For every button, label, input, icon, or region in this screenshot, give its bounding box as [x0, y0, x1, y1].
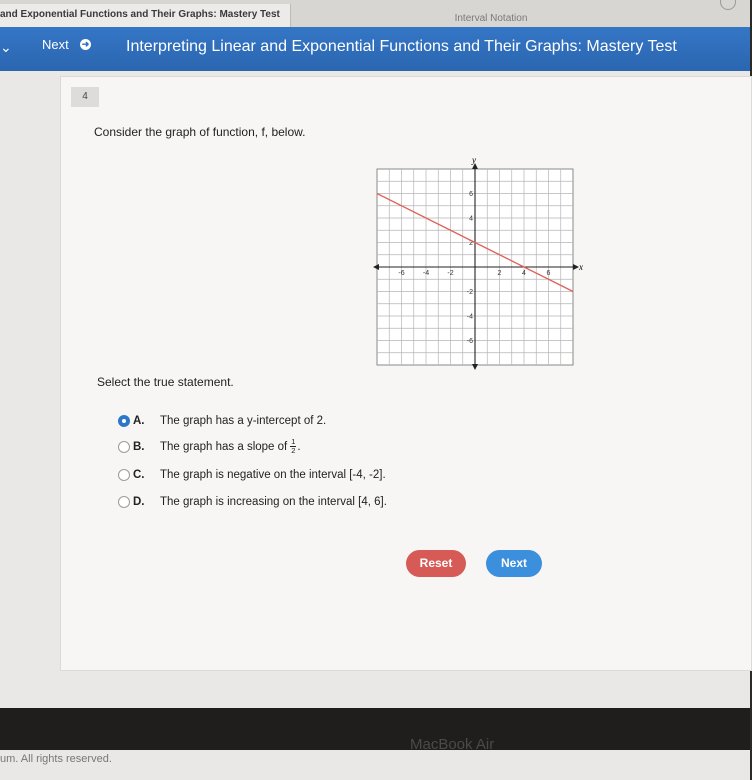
laptop-brand: MacBook Air	[410, 736, 495, 753]
browser-tab-bar	[0, 0, 750, 28]
choice-text-wrap	[160, 438, 301, 456]
y-tick-label: 6	[469, 191, 473, 198]
laptop-bezel	[0, 708, 750, 753]
choice-letter: A.	[133, 415, 145, 427]
choice-letter: D.	[133, 496, 145, 508]
function-graph	[375, 155, 585, 373]
question-card	[60, 76, 752, 671]
fraction-numerator: 1	[291, 437, 296, 447]
x-tick-label: -2	[447, 270, 454, 277]
x-tick-label: 4	[522, 270, 526, 277]
header-next-button[interactable]	[30, 32, 96, 58]
y-axis-label: y	[472, 155, 476, 165]
next-button[interactable]: Next	[486, 550, 542, 577]
x-tick-label: -4	[422, 270, 430, 277]
reset-button[interactable]: Reset	[406, 550, 466, 577]
radio-a[interactable]	[118, 415, 130, 427]
x-tick-label: 2	[497, 270, 502, 277]
chevron-down-icon[interactable]: ⌄	[0, 39, 12, 55]
choice-letter: C.	[133, 469, 145, 481]
header-next-label: Next	[42, 37, 69, 52]
select-instruction: Select the true statement.	[97, 375, 234, 389]
y-tick-label: 2	[469, 240, 473, 247]
choice-b[interactable]	[117, 438, 517, 456]
copyright-text: um. All rights reserved.	[0, 753, 112, 765]
choice-letter: B.	[133, 441, 145, 453]
question-number: 4	[71, 87, 99, 107]
choice-a[interactable]	[117, 412, 517, 430]
y-tick-label: 4	[469, 215, 473, 223]
y-tick-label: -4	[466, 313, 473, 321]
fraction-denominator: 2	[291, 446, 296, 456]
radio-c[interactable]	[118, 469, 130, 481]
x-tick-label: -6	[398, 270, 405, 277]
browser-tab-active[interactable]: and Exponential Functions and Their Graphs: Mastery Test	[0, 4, 291, 27]
y-tick-label: -6	[466, 338, 473, 345]
browser-tab-interval-notation[interactable]: Interval Notation	[454, 13, 528, 24]
x-tick-label: 6	[546, 270, 551, 277]
x-axis-label: x	[579, 262, 583, 272]
y-tick-label: -2	[466, 289, 473, 296]
choice-text: The graph has a slope of	[160, 441, 288, 453]
choice-text: The graph is increasing on the interval [4, 6].	[160, 496, 387, 508]
fraction	[290, 438, 296, 455]
question-prompt: Consider the graph of function, f, below.	[94, 125, 306, 139]
x-axis-arrow-left	[373, 264, 379, 270]
choice-suffix: .	[297, 441, 301, 453]
app-header	[0, 27, 750, 71]
choice-text: The graph is negative on the interval [-4, -2].	[160, 469, 386, 481]
radio-d[interactable]	[118, 496, 130, 508]
page-title: Interpreting Linear and Exponential Functions and Their Graphs: Mastery Test	[126, 38, 677, 55]
choice-d[interactable]	[117, 493, 517, 511]
window-control-icon[interactable]	[720, 0, 736, 10]
choice-text: The graph has a y-intercept of 2.	[160, 415, 327, 427]
radio-b[interactable]	[118, 441, 130, 453]
arrow-right-icon: ➜	[81, 39, 90, 49]
y-axis-arrow-down	[472, 364, 478, 370]
choice-c[interactable]	[117, 466, 517, 484]
